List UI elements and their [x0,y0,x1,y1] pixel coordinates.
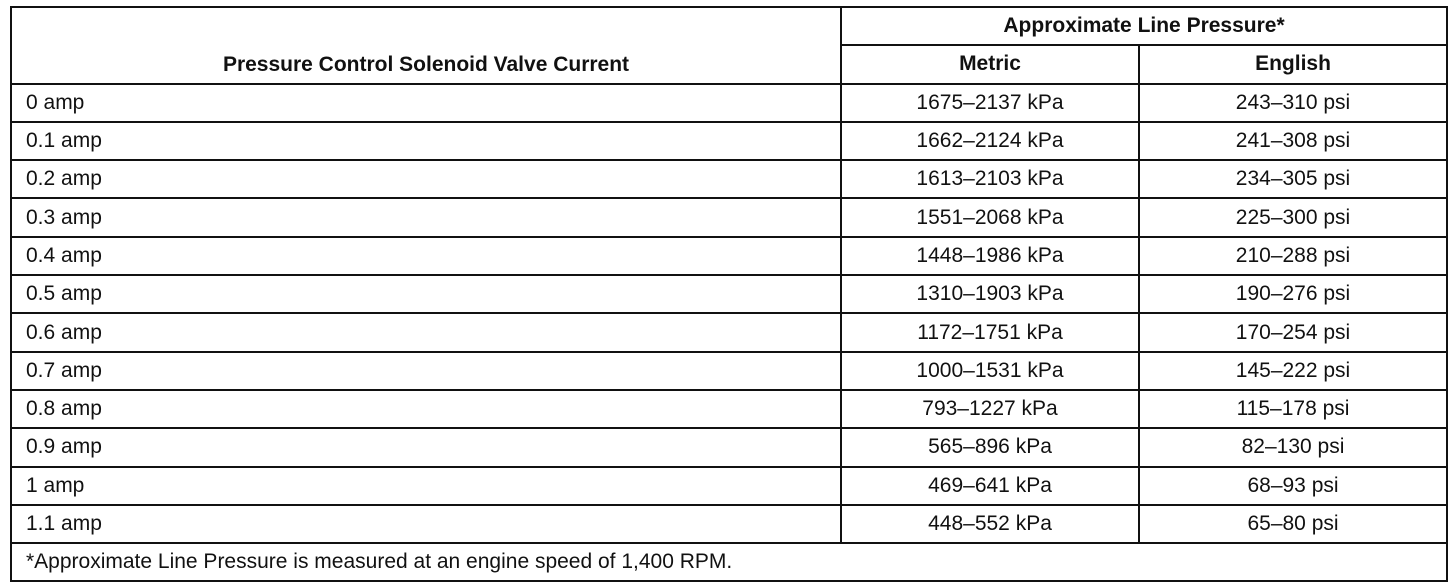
cell-metric: 1448–1986 kPa [841,237,1139,275]
cell-current: 0.3 amp [11,198,841,236]
table-row [11,275,1447,313]
table-row [11,467,1447,505]
footnote-row [11,543,1447,581]
cell-metric: 1172–1751 kPa [841,313,1139,351]
cell-metric: 1662–2124 kPa [841,122,1139,160]
cell-current: 0 amp [11,84,841,122]
cell-current: 0.6 amp [11,313,841,351]
table-row [11,505,1447,543]
table-row [11,390,1447,428]
table-row [11,198,1447,236]
cell-current: 1 amp [11,467,841,505]
cell-current: 0.2 amp [11,160,841,198]
header-line-pressure-group: Approximate Line Pressure* [841,7,1447,45]
cell-english: 170–254 psi [1139,313,1447,351]
header-metric: Metric [841,45,1139,83]
cell-english: 190–276 psi [1139,275,1447,313]
cell-current: 0.9 amp [11,428,841,466]
cell-current: 0.5 amp [11,275,841,313]
cell-current: 1.1 amp [11,505,841,543]
cell-metric: 565–896 kPa [841,428,1139,466]
line-pressure-table [10,6,1448,582]
cell-english: 210–288 psi [1139,237,1447,275]
table-row [11,313,1447,351]
cell-english: 68–93 psi [1139,467,1447,505]
cell-metric: 469–641 kPa [841,467,1139,505]
cell-current: 0.8 amp [11,390,841,428]
header-english: English [1139,45,1447,83]
cell-english: 82–130 psi [1139,428,1447,466]
cell-metric: 448–552 kPa [841,505,1139,543]
cell-metric: 1675–2137 kPa [841,84,1139,122]
footnote: *Approximate Line Pressure is measured at an engine speed of 1,400 RPM. [11,543,1447,581]
cell-english: 234–305 psi [1139,160,1447,198]
table-row [11,237,1447,275]
cell-metric: 1310–1903 kPa [841,275,1139,313]
cell-english: 225–300 psi [1139,198,1447,236]
cell-metric: 1551–2068 kPa [841,198,1139,236]
table-row [11,428,1447,466]
cell-english: 145–222 psi [1139,352,1447,390]
cell-english: 115–178 psi [1139,390,1447,428]
table-row [11,352,1447,390]
table-row [11,84,1447,122]
cell-english: 243–310 psi [1139,84,1447,122]
cell-current: 0.1 amp [11,122,841,160]
cell-english: 65–80 psi [1139,505,1447,543]
header-row-top [11,7,1447,45]
cell-metric: 793–1227 kPa [841,390,1139,428]
cell-current: 0.7 amp [11,352,841,390]
table-row [11,122,1447,160]
cell-metric: 1000–1531 kPa [841,352,1139,390]
cell-metric: 1613–2103 kPa [841,160,1139,198]
header-current: Pressure Control Solenoid Valve Current [11,7,841,84]
cell-english: 241–308 psi [1139,122,1447,160]
table-row [11,160,1447,198]
cell-current: 0.4 amp [11,237,841,275]
